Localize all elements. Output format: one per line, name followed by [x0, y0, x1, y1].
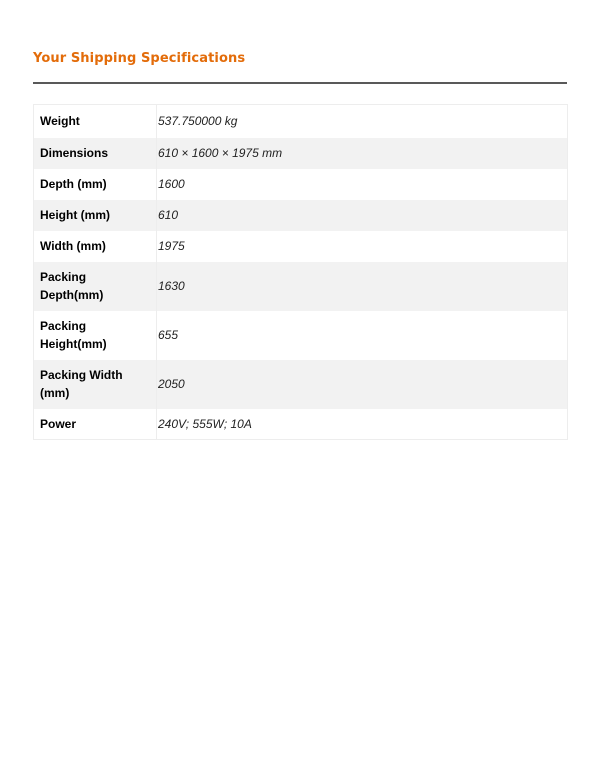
spec-row-weight — [34, 105, 568, 138]
spec-label: Height (mm) — [34, 200, 157, 231]
spec-row-power — [34, 409, 568, 440]
title-divider — [33, 82, 567, 84]
spec-value: 655 — [157, 311, 568, 360]
spec-label: Packing Height(mm) — [34, 311, 157, 360]
section-title: Your Shipping Specifications — [33, 51, 246, 66]
spec-row-height — [34, 200, 568, 231]
spec-value: 1975 — [157, 231, 568, 262]
spec-value: 240V; 555W; 10A — [157, 409, 568, 440]
spec-label: Weight — [34, 105, 157, 138]
spec-value: 2050 — [157, 360, 568, 409]
spec-label: Dimensions — [34, 138, 157, 169]
spec-label: Power — [34, 409, 157, 440]
spec-value: 1600 — [157, 169, 568, 200]
spec-label: Depth (mm) — [34, 169, 157, 200]
spec-row-dimensions — [34, 138, 568, 169]
spec-value: 537.750000 kg — [157, 105, 568, 138]
spec-label: Width (mm) — [34, 231, 157, 262]
spec-row-packing-width — [34, 360, 568, 409]
spec-value: 610 — [157, 200, 568, 231]
spec-label: Packing Width (mm) — [34, 360, 157, 409]
spec-row-packing-height — [34, 311, 568, 360]
spec-row-packing-depth — [34, 262, 568, 311]
spec-row-depth — [34, 169, 568, 200]
spec-label: Packing Depth(mm) — [34, 262, 157, 311]
specifications-table — [33, 104, 568, 440]
spec-row-width — [34, 231, 568, 262]
spec-value: 1630 — [157, 262, 568, 311]
spec-value: 610 × 1600 × 1975 mm — [157, 138, 568, 169]
